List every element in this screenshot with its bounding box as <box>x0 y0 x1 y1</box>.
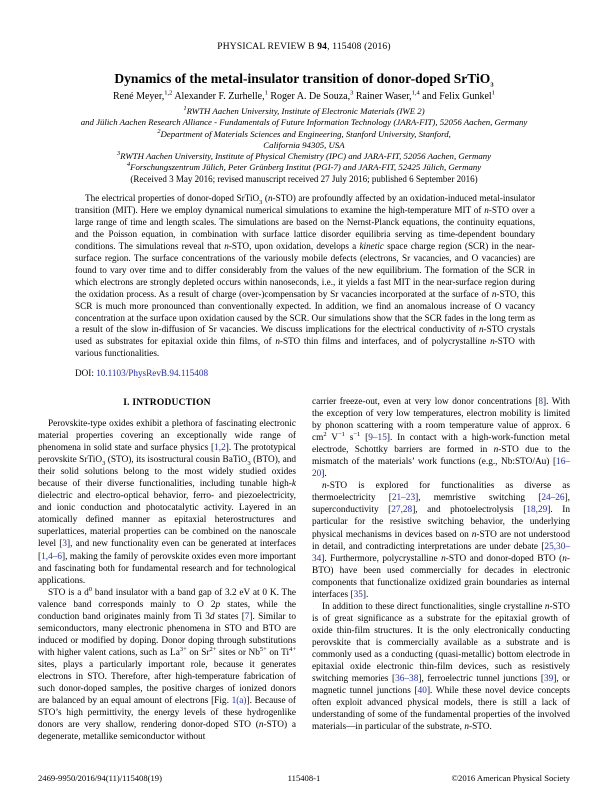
citation-link[interactable]: 16–20 <box>312 457 570 480</box>
citation-link[interactable]: 25,30–34 <box>312 541 570 564</box>
paragraph: Perovskite-type oxides exhibit a plethora of fascinating electronic material properties covering an exceptionally wide range of phenomena in solid state and surface physics [1,2]. The prototypical perovskite SrTiO$_3$ (STO), its isostructural cousin BaTiO$_3$ (BTO), and their solid solutions belong to the most widely studied oxides because of their diverse functionalities, including tunable high-k dielectric and electro-optical behavior, ferro- and piezoelectricity, and ionic conduction and photocatalytic activity. Layered in an atomically defined manner as epitaxial heterostructures and superlattices, material properties can be combined on the nanoscale level [3], and new functionality even can be generated at interfaces [1,4–6], making the family of perovskite oxides even more important and fascinating both for fundamental research and for technological applications. <box>38 419 296 586</box>
citation-link[interactable]: 1,2 <box>214 443 226 454</box>
citation-link[interactable]: 7 <box>244 611 250 622</box>
affiliation-line: $^2$Department of Materials Sciences and Engineering, Stanford University, Stanford, <box>157 127 451 139</box>
footer-page-number: 115408-1 <box>287 773 321 783</box>
citation-link[interactable]: 40 <box>417 686 427 697</box>
citation-link[interactable]: 27,28 <box>391 505 413 516</box>
doi-line <box>75 368 535 378</box>
authors: René Meyer,$^{1,2}$ Alexander F. Zurhelle,$^1$ Roger A. De Souza,$^3$ Rainer Waser,$^{1,4}$ and Felix Gunkel$^1$ <box>113 89 495 102</box>
citation-link[interactable]: 1(a) <box>231 696 247 707</box>
received-dates: (Received 3 May 2016; revised manuscript received 27 July 2016; published 6 September 2016) <box>130 174 478 184</box>
section-heading-introduction: I. INTRODUCTION <box>123 398 211 408</box>
citation-link[interactable]: 36–38 <box>395 674 419 685</box>
two-column-body <box>38 396 570 743</box>
citation-link[interactable]: 35 <box>353 589 363 600</box>
affiliation-line: California 94305, USA <box>263 139 345 150</box>
page-footer <box>38 773 570 783</box>
affiliation-line: $^1$RWTH Aachen University, Institute of Electronic Materials (IWE 2) <box>183 105 425 116</box>
paragraph: n-STO is explored for functionalities as diverse as thermoelectricity [21–23], memristive switching [24–26], superconductivity [27,28], and photoelectrolysis [18,29]. In particular for the resistive switching behavior, the underlying physical mechanisms in devices based on n-STO are not understood in detail, and contradicting interpretations are under debate [25,30–34]. Furthermore, polycrystalline n-STO and donor-doped BTO (n-BTO) have been used commercially for decades in electronic components that functionalize oxidized grain boundaries as internal interfaces [35]. <box>312 481 570 600</box>
abstract: The electrical properties of donor-doped SrTiO$_3$ (n-STO) are profoundly affected by an oxidation-induced metal-insulator transition (MIT). Here we employ dynamical numerical simulations to examine the high-temperature MIT of n-STO over a large range of time and length scales. The simulations are based on the Nernst-Planck equations, the continuity equations, and the Poisson equation, in combination with surface lattice disorder equilibria serving as time-dependent boundary conditions. The simulations reveal that n-STO, upon oxidation, develops a kinetic space charge region (SCR) in the near-surface region. The surface concentrations of the variously mobile defects (electrons, Sr vacancies, and O vacancies) are found to vary over time and to differ considerably from the values of the new equilibrium. The formation of the SCR in which electrons are strongly depleted occurs within nanoseconds, i.e., it yields a fast MIT in the near-surface region during the oxidation process. As a result of charge (over-)compensation by Sr vacancies incorporated at the surface of n-STO, this SCR is much more pronounced than conventionally expected. In addition, we find an anomalous increase of O vacancy concentration at the surface upon oxidation caused by the SCR. Our simulations show that the SCR fades in the long term as a result of the slow in-diffusion of Sr vacancies. We discuss implications for the electrical conductivity of n-STO crystals used as substrates for epitaxial oxide thin films, of n-STO thin films and interfaces, and of polycrystalline n-STO with various functionalities. <box>75 193 536 359</box>
column-left <box>38 396 296 743</box>
affiliation-line: $^4$Forschungszentrum Jülich, Peter Grünberg Institut (PGI-7) and JARA-FIT, 52425 Jülich, Germany <box>126 161 482 173</box>
journal-header: PHYSICAL REVIEW B 94, 115408 (2016) <box>217 42 391 52</box>
doi-link[interactable]: 10.1103/PhysRevB.94.115408 <box>96 368 209 378</box>
column-right <box>312 396 570 743</box>
citation-link[interactable]: 8 <box>538 397 543 407</box>
citation-link[interactable]: 9–15 <box>368 433 387 444</box>
citation-link[interactable]: 39 <box>543 674 554 685</box>
citation-link[interactable]: 24–26 <box>541 493 565 504</box>
paragraph: carrier freeze-out, even at very low donor concentrations [8]. With the exception of very low temperatures, electron mobility is limited by phonon scattering with a room temperature value of approx. 6 $cm^2$ $V^{-1}$ $s^{-1}$ [9–15]. In contact with a high-work-function metal electrode, Schottky barriers are formed in n-STO due to the mismatch of the materials’ work functions (e.g., Nb:STO/Au) [16–20]. <box>312 397 570 480</box>
paper-title: Dynamics of the metal-insulator transition of donor-doped SrTiO$_3$ <box>114 71 494 89</box>
doi-label: DOI: <box>75 368 94 378</box>
affiliation-line: $^3$RWTH Aachen University, Institute of Physical Chemistry (IPC) and JARA-FIT, 52056 Aachen, Germany <box>116 150 492 162</box>
citation-link[interactable]: 1,4–6 <box>41 551 63 562</box>
citation-link[interactable]: 21–23 <box>391 493 416 504</box>
paragraph: In addition to these direct functionalities, single crystalline n-STO is of great significance as a substrate for the epitaxial growth of oxide thin-film structures. It is the only electronically conducting perovskite that is commercially available as a substrate and is commonly used as a conducting (quasi-metallic) bottom electrode in epitaxial oxide electronic thin-film devices, such as resistively switching memories [36–38], ferroelectric tunnel junctions [39], or magnetic tunnel junctions [40]. While these novel device concepts often exploit advanced physical models, there is still a lack of understanding of some of the fundamental properties of the involved materials—in particular of the substrate, n-STO. <box>312 601 571 733</box>
footer-copyright: ©2016 American Physical Society <box>451 773 570 783</box>
citation-link[interactable]: 18,29 <box>526 505 548 516</box>
affiliation-line: and Jülich Aachen Research Alliance - Fundamentals of Future Information Technology (JARA-FIT), 52056 Aachen, Germany <box>80 117 528 128</box>
paragraph: STO is a $d^0$ band insulator with a band gap of 3.2 eV at 0 K. The valence band corresponds mainly to O 2p states, while the conduction band originates mainly from Ti 3d states [7]. Similar to semiconductors, many electronic phenomena in STO and BTO are induced or modified by doping. Donor doping through substitutions with higher valent cations, such as $La^{3+}$ on $Sr^{2+}$ sites or $Nb^{5+}$ on $Ti^{4+}$ sites, plays a particularly important role, because it generates electrons in STO. Therefore, after high-temperature fabrication of such donor-doped samples, the positive charges of ionized donors are balanced by an equal amount of electrons [Fig. 1(a)]. Because of STO’s high permittivity, the energy levels of these hydrogenlike donors are very shallow, rendering donor-doped STO (n-STO) a degenerate, metallike semiconductor without <box>38 585 296 743</box>
citation-link[interactable]: 3 <box>62 539 68 550</box>
footer-issn: 2469-9950/2016/94(11)/115408(19) <box>38 773 162 783</box>
affiliations <box>0 106 608 174</box>
